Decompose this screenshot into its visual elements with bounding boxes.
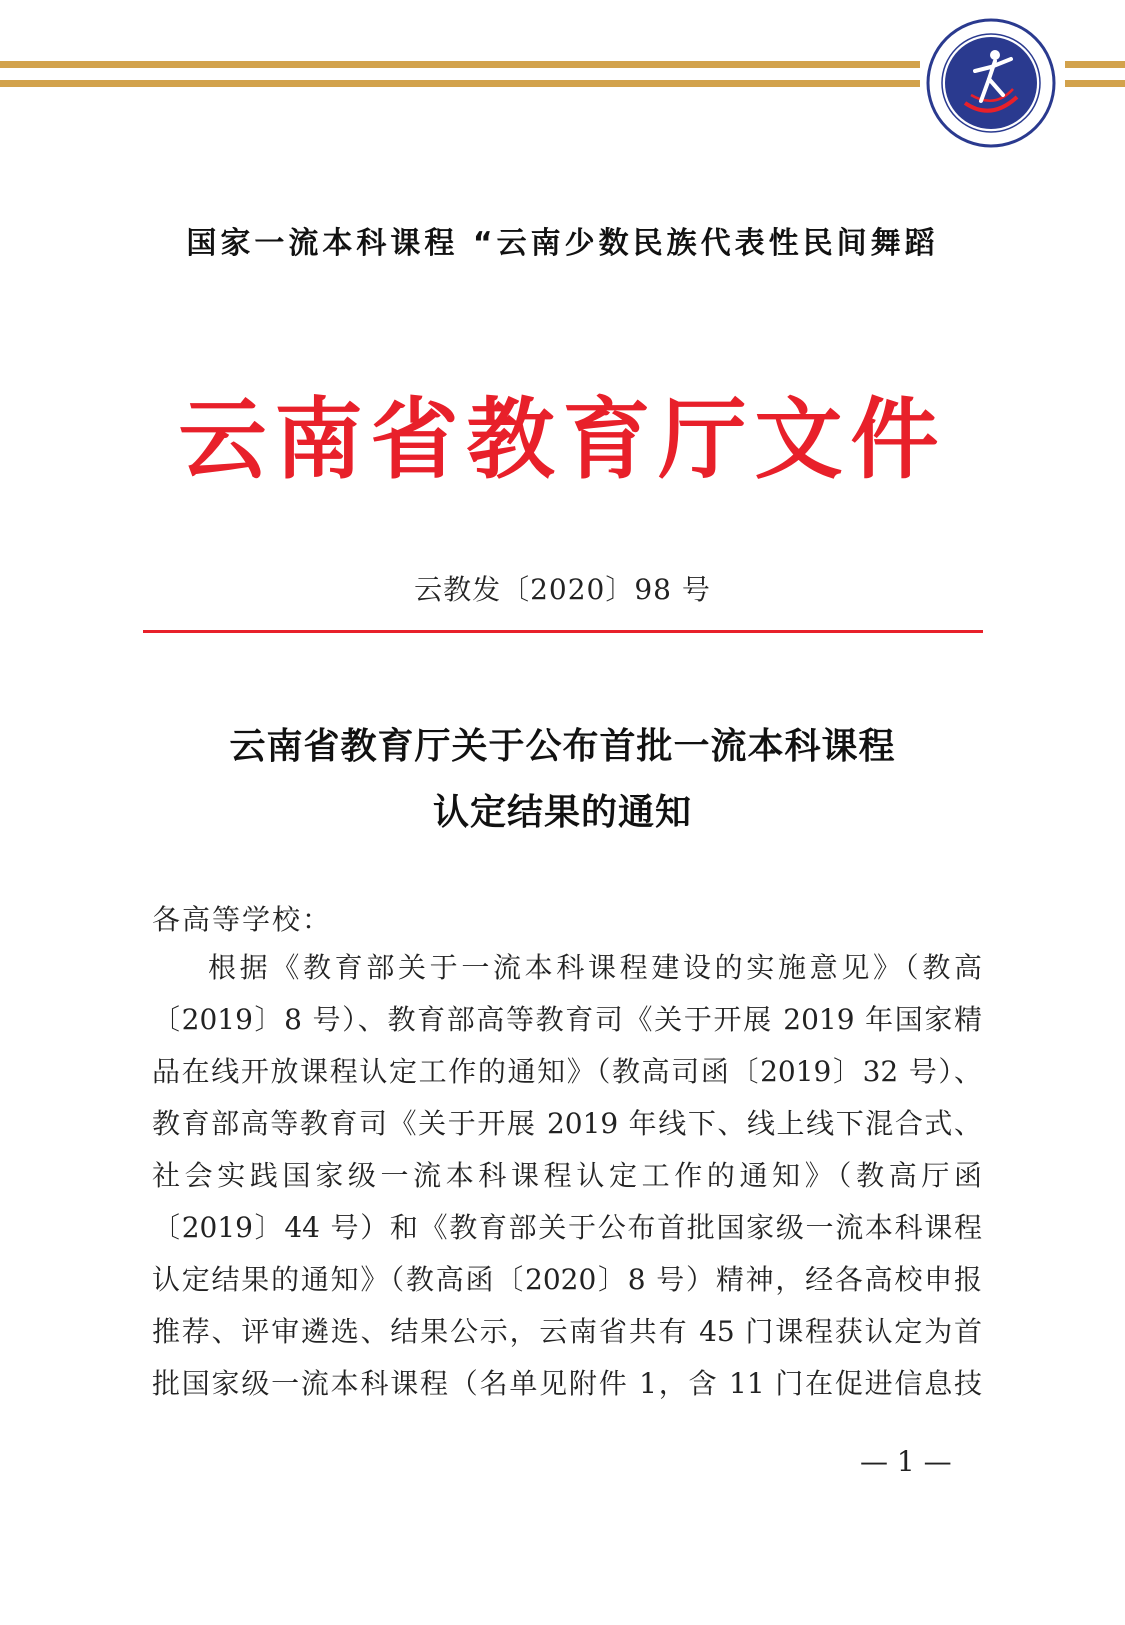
top-gold-band-upper-left [0, 61, 920, 68]
document-number: 云教发〔2020〕98 号 [414, 573, 711, 606]
page-number: — 1 — [860, 1445, 952, 1478]
body-line: 根据《教育部关于一流本科课程建设的实施意见》（教高 [208, 951, 982, 984]
body-line: 认定结果的通知》（教高函〔2020〕8 号）精神，经各高校申报 [152, 1263, 982, 1296]
dance-school-seal-icon [925, 17, 1057, 149]
body-line: 〔2019〕44 号）和《教育部关于公布首批国家级一流本科课程 [152, 1211, 982, 1244]
body-line: 推荐、评审遴选、结果公示，云南省共有 45 门课程获认定为首 [152, 1315, 982, 1348]
salutation: 各高等学校： [152, 903, 333, 936]
top-gold-band-lower-right [1065, 80, 1125, 87]
body-line: 批国家级一流本科课程（名单见附件 1，含 11 门在促进信息技 [152, 1367, 982, 1400]
notice-title-line-2: 认定结果的通知 [432, 791, 692, 833]
course-banner: 国家一流本科课程 “云南少数民族代表性民间舞蹈 [186, 226, 939, 261]
red-divider [143, 630, 983, 633]
body-line: 教育部高等教育司《关于开展 2019 年线下、线上线下混合式、 [152, 1107, 982, 1140]
body-line: 品在线开放课程认定工作的通知》（教高司函〔2019〕32 号）、 [152, 1055, 982, 1088]
body-line: 社会实践国家级一流本科课程认定工作的通知》（教高厅函 [152, 1159, 982, 1192]
notice-title-line-1: 云南省教育厅关于公布首批一流本科课程 [229, 725, 896, 767]
top-gold-band-upper-right [1065, 61, 1125, 68]
body-line: 〔2019〕8 号）、教育部高等教育司《关于开展 2019 年国家精 [152, 1003, 982, 1036]
top-gold-band-lower-left [0, 80, 920, 87]
issuer-heading: 云南省教育厅文件 [178, 387, 947, 491]
